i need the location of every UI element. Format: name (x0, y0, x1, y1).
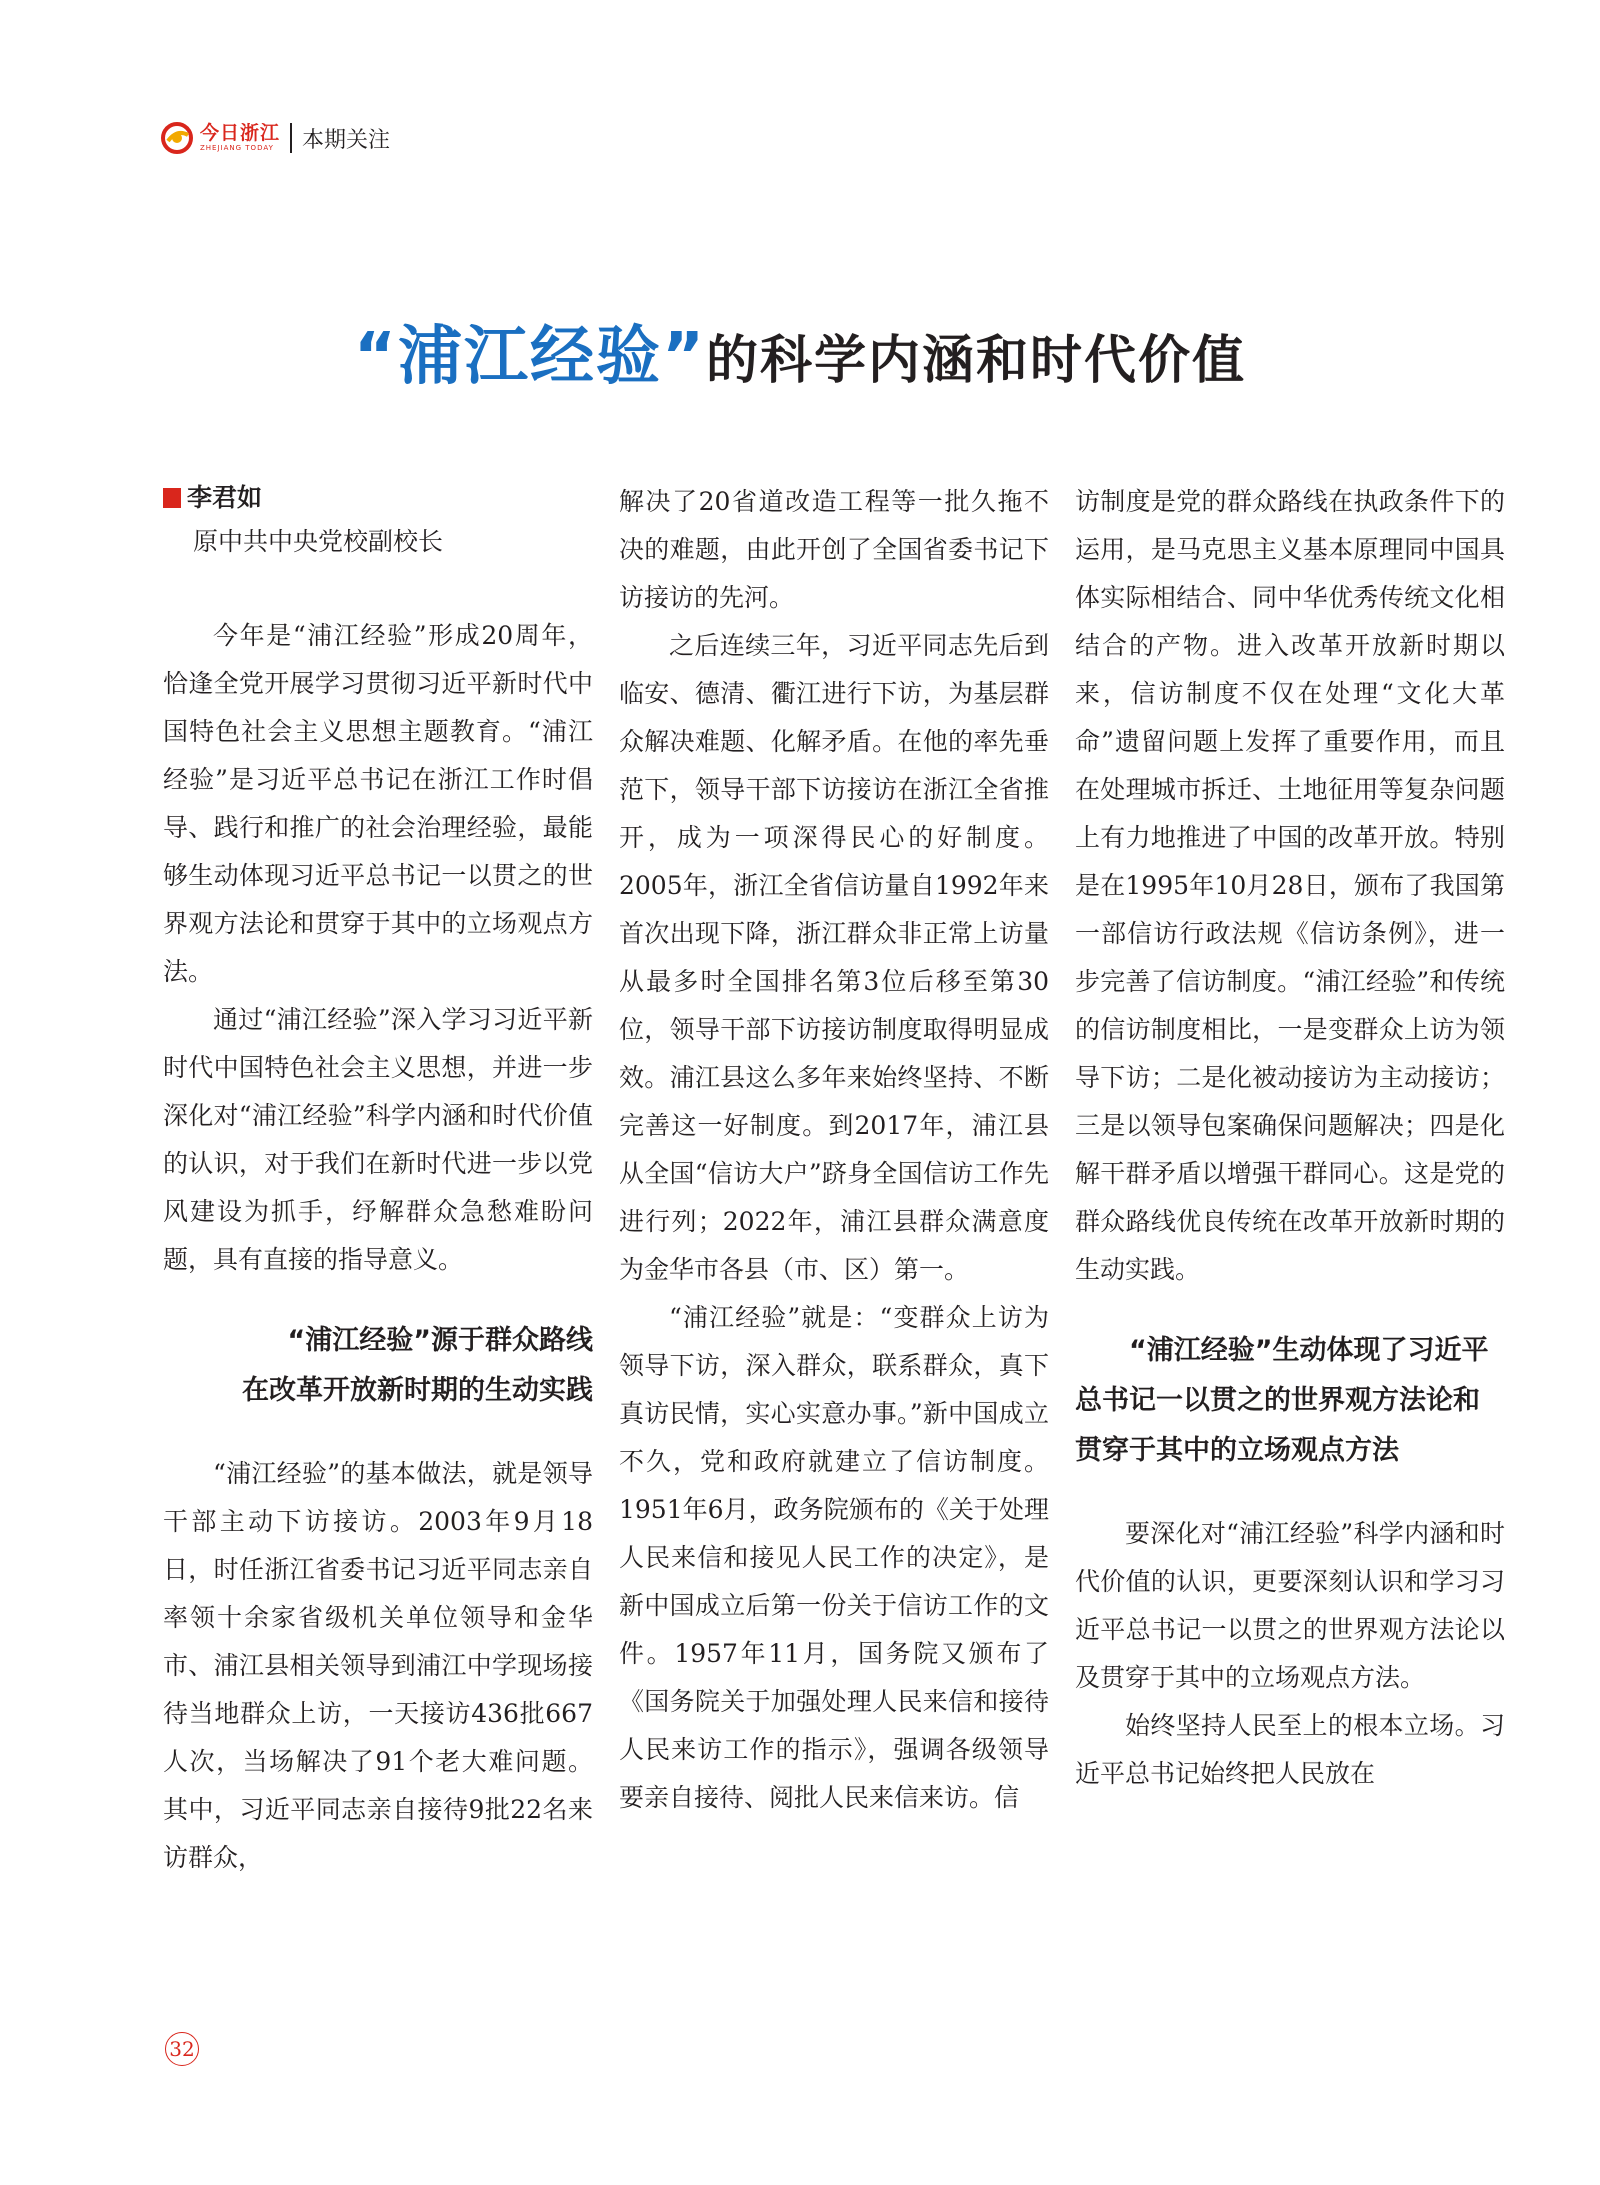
paragraph: 解决了20省道改造工程等一批久拖不决的难题，由此开创了全国省委书记下访接访的先河。 (619, 487, 1049, 612)
column-1 (163, 478, 593, 1882)
paragraph: “浦江经验”就是：“变群众上访为领导下访，深入群众，联系群众，真下真访民情，实心实意办事。”新中国成立不久，党和政府就建立了信访制度。1951年6月，政务院颁布的《关于处理人民来信和接见人民工作的决定》，是新中国成立后第一份关于信访工作的文件。1957年11月，国务院又颁布了《国务院关于加强处理人民来信和接待人民来访工作的指示》，强调各级领导要亲自接待、阅批人民来信来访。信 (619, 1303, 1049, 1812)
title-highlight: “浦江经验” (353, 320, 707, 394)
column-3 (1075, 478, 1505, 1798)
paragraph: “浦江经验”的基本做法，就是领导干部主动下访接访。2003年9月18日，时任浙江省委书记习近平同志亲自率领十余家省级机关单位领导和金华市、浦江县相关领导到浦江中学现场接待当地群众上访，一天接访436批667人次，当场解决了91个老大难问题。其中，习近平同志亲自接待9批22名来访群众， (163, 1459, 593, 1872)
author-name (163, 478, 593, 518)
zhejiang-today-logo-icon (160, 121, 194, 155)
section-heading-2: “浦江经验”生动体现了习近平总书记一以贯之的世界观方法论和贯穿于其中的立场观点方法 (1075, 1335, 1489, 1466)
logo-chinese: 今日浙江 (200, 122, 281, 144)
paragraph: 访制度是党的群众路线在执政条件下的运用，是马克思主义基本原理同中国具体实际相结合、同中华优秀传统文化相结合的产物。进入改革开放新时期以来，信访制度不仅在处理“文化大革命”遗留问题上发挥了重要作用，而且在处理城市拆迁、土地征用等复杂问题上有力地推进了中国的改革开放。特别是在1995年10月28日，颁布了我国第一部信访行政法规《信访条例》，进一步完善了信访制度。“浦江经验”和传统的信访制度相比，一是变群众上访为领导下访；二是化被动接访为主动接访；三是以领导包案确保问题解决；四是化解干群矛盾以增强干群同心。这是党的群众路线优良传统在改革开放新时期的生动实践。 (1075, 487, 1505, 1284)
section-heading-1 (163, 1316, 593, 1416)
author-name-text: 李君如 (187, 483, 263, 512)
paragraph: 今年是“浦江经验”形成20周年，恰逢全党开展学习贯彻习近平新时代中国特色社会主义思想主题教育。“浦江经验”是习近平总书记在浙江工作时倡导、践行和推广的社会治理经验，最能够生动体现习近平总书记一以贯之的世界观方法论和贯穿于其中的立场观点方法。 (163, 621, 593, 986)
section-label: 本期关注 (302, 127, 391, 153)
logo-wordmark (200, 124, 280, 152)
paragraph: 始终坚持人民至上的根本立场。习近平总书记始终把人民放在 (1075, 1711, 1505, 1788)
masthead (160, 118, 390, 158)
page-number: 32 (165, 2032, 199, 2066)
paragraph: 要深化对“浦江经验”科学内涵和时代价值的认识，更要深刻认识和学习习近平总书记一以贯之的世界观方法论以及贯穿于其中的立场观点方法。 (1075, 1519, 1505, 1692)
title-rest: 的科学内涵和时代价值 (706, 331, 1247, 391)
section-heading-line: “浦江经验”源于群众路线 (287, 1325, 593, 1356)
author-marker-icon (163, 488, 181, 508)
column-2 (619, 478, 1049, 1822)
author-position: 原中共中央党校副校长 (193, 527, 444, 556)
article-title (0, 305, 1600, 397)
logo-english: ZHEJIANG TODAY (200, 144, 274, 152)
paragraph: 之后连续三年，习近平同志先后到临安、德清、衢江进行下访，为基层群众解决难题、化解矛盾。在他的率先垂范下，领导干部下访接访在浙江全省推开，成为一项深得民心的好制度。2005年，浙江全省信访量自1992年来首次出现下降，浙江群众非正常上访量从最多时全国排名第3位后移至第30位，领导干部下访接访制度取得明显成效。浦江县这么多年来始终坚持、不断完善这一好制度。到2017年，浦江县从全国“信访大户”跻身全国信访工作先进行列；2022年，浦江县群众满意度为金华市各县（市、区）第一。 (619, 631, 1049, 1284)
header-divider (290, 123, 292, 153)
paragraph: 通过“浦江经验”深入学习习近平新时代中国特色社会主义思想，并进一步深化对“浦江经验”科学内涵和时代价值的认识，对于我们在新时代进一步以党风建设为抓手，纾解群众急愁难盼问题，具有直接的指导意义。 (163, 1005, 593, 1274)
section-heading-line: 在改革开放新时期的生动实践 (242, 1375, 593, 1406)
